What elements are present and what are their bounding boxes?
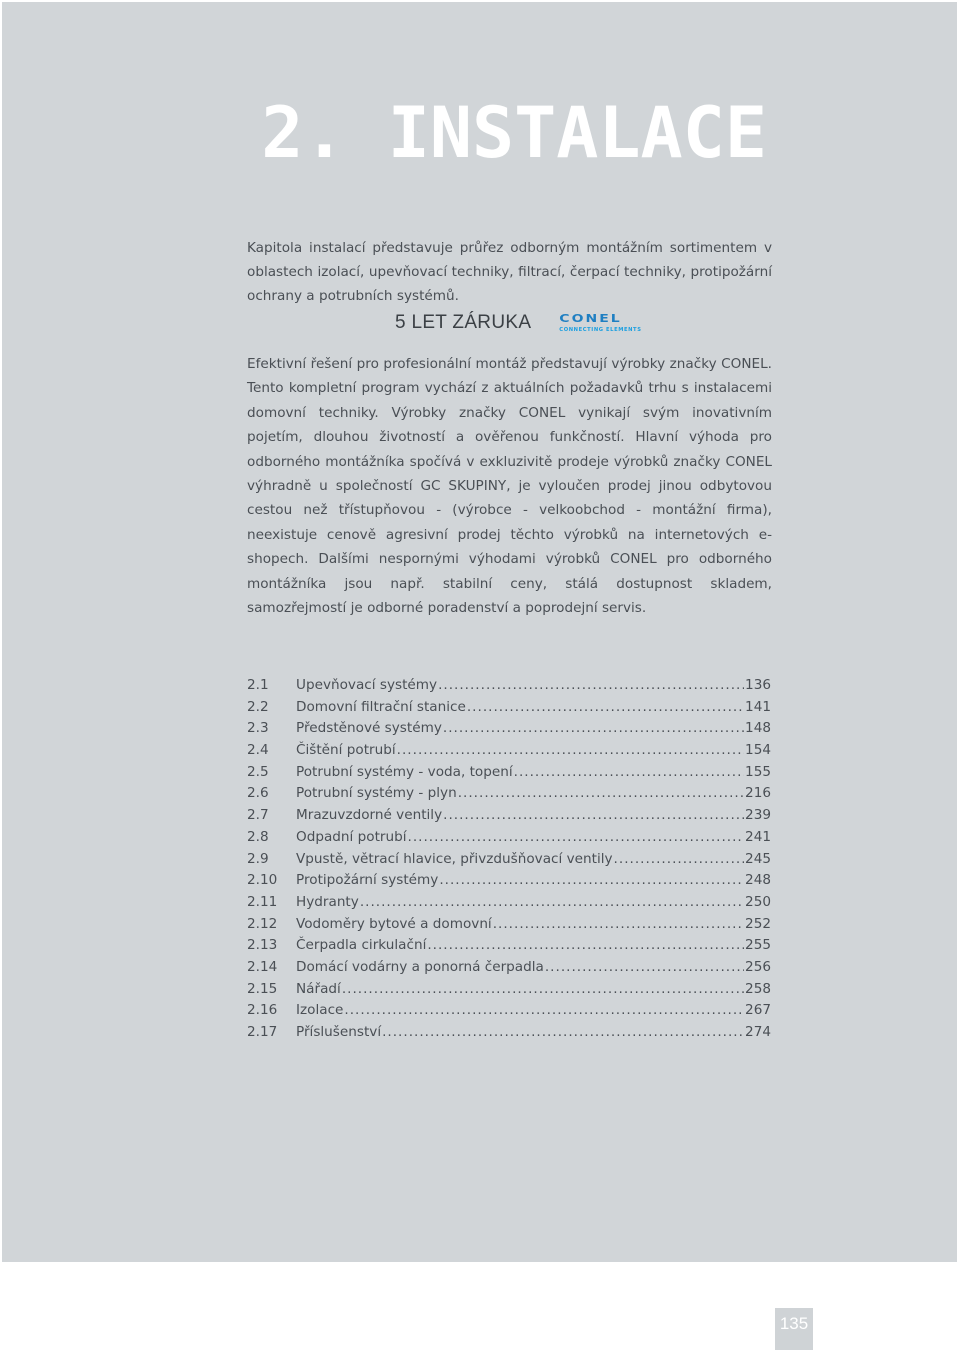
toc-leader	[545, 957, 744, 979]
toc-label: Čerpadla cirkulační	[296, 937, 427, 954]
toc-entry[interactable]	[247, 1000, 771, 1022]
toc-entry[interactable]	[247, 935, 771, 957]
toc-entry[interactable]	[247, 979, 771, 1001]
toc-leader	[344, 1000, 744, 1022]
toc-leader	[397, 740, 744, 762]
toc-number: 2.9	[247, 850, 269, 867]
toc-label: Izolace	[296, 1002, 344, 1019]
toc-number: 2.14	[247, 958, 278, 975]
toc-entry[interactable]	[247, 849, 771, 871]
toc-number: 2.8	[247, 828, 269, 845]
toc-leader	[408, 827, 745, 849]
body-paragraph: Efektivní řešení pro profesionální montáž představují výrobky značky CONEL. Tento kompletní program vychází z aktuálních požadavků trhu s instalacemi domovní techniky. Výrobky značky CONEL vynikají svým inovativním pojetím, dlouhou životností a ověřenou funkčností. Hlavní výhoda pro odborného montážníka spočívá v exkluzivitě prodeje výrobků značky CONEL výhradně u společností GC SKUPINY, je vyloučen prodej jinou odbytovou cestou než třístupňovou - (výrobce - velkoobchod - montážní firma), neexistuje cenově agresivní prodej těchto výrobků na internetových e-shopech. Dalšími nespornými výhodami výrobků CONEL pro odborného montážníka jsou např. stabilní ceny, stálá dostupnost skladem, samozřejmostí je odborné poradenství a poprodejní servis.	[247, 356, 772, 617]
toc-entry[interactable]	[247, 870, 771, 892]
conel-logo	[559, 312, 641, 334]
toc-label: Mrazuvzdorné ventily	[296, 807, 443, 824]
toc-number: 2.1	[247, 677, 269, 693]
toc-page: 141	[745, 698, 771, 715]
toc-page: 136	[745, 677, 771, 693]
toc-page: 245	[745, 850, 771, 867]
toc-label: Vpustě, větrací hlavice, přivzdušňovací ventily	[296, 850, 613, 867]
toc-label: Vodoměry bytové a domovní	[296, 915, 492, 932]
toc-entry[interactable]	[247, 675, 771, 697]
toc-label: Odpadní potrubí	[296, 828, 407, 845]
toc-page: 216	[745, 785, 771, 802]
toc-leader	[443, 805, 744, 827]
toc-entry[interactable]	[247, 892, 771, 914]
toc-label: Nářadí	[296, 980, 341, 997]
toc-number: 2.4	[247, 742, 269, 759]
toc-page: 274	[745, 1024, 771, 1040]
toc-page: 241	[745, 828, 771, 845]
toc-label: Předstěnové systémy	[296, 720, 442, 737]
warranty-banner	[395, 308, 642, 338]
toc-label: Hydranty	[296, 893, 359, 910]
toc-page: 148	[745, 720, 771, 737]
toc-number: 2.11	[247, 893, 278, 910]
toc-page: 239	[745, 807, 771, 824]
toc-page: 258	[745, 980, 771, 997]
table-of-contents	[247, 675, 771, 1044]
logo-wordmark: CONEL	[559, 312, 622, 326]
toc-entry[interactable]	[247, 783, 771, 805]
toc-entry[interactable]	[247, 718, 771, 740]
toc-leader	[614, 849, 745, 871]
toc-label: Potrubní systémy - voda, topení	[296, 763, 513, 780]
toc-leader	[382, 1022, 744, 1044]
toc-number: 2.7	[247, 807, 269, 824]
toc-number: 2.12	[247, 915, 278, 932]
toc-entry[interactable]	[247, 762, 771, 784]
page-number: 135	[775, 1308, 813, 1350]
toc-leader	[427, 935, 744, 957]
toc-page: 154	[745, 742, 771, 759]
toc-leader	[443, 718, 744, 740]
toc-number: 2.3	[247, 720, 269, 737]
toc-entry[interactable]	[247, 740, 771, 762]
toc-label: Upevňovací systémy	[296, 677, 438, 693]
toc-entry[interactable]	[247, 805, 771, 827]
chapter-title: 2. INSTALACE	[261, 92, 767, 174]
intro-paragraph: Kapitola instalací představuje průřez odborným montážním sortimentem v oblastech izolací, upevňovací techniky, filtrací, čerpací techniky, protipožární ochrany a potrubních systémů.	[247, 240, 772, 304]
logo-tagline: CONNECTING ELEMENTS	[559, 327, 642, 333]
toc-number: 2.15	[247, 980, 278, 997]
toc-leader	[493, 914, 744, 936]
toc-number: 2.6	[247, 785, 269, 802]
toc-entry[interactable]	[247, 957, 771, 979]
toc-page: 155	[745, 763, 771, 780]
toc-number: 2.13	[247, 937, 278, 954]
toc-page: 252	[745, 915, 771, 932]
toc-label: Protipožární systémy	[296, 872, 439, 889]
toc-number: 2.10	[247, 872, 278, 889]
toc-leader	[514, 762, 744, 784]
toc-number: 2.16	[247, 1002, 278, 1019]
toc-number: 2.2	[247, 698, 269, 715]
toc-page: 255	[745, 937, 771, 954]
toc-page: 250	[745, 893, 771, 910]
toc-number: 2.5	[247, 763, 269, 780]
toc-label: Domovní filtrační stanice	[296, 698, 466, 715]
toc-leader	[342, 979, 744, 1001]
toc-page: 256	[745, 958, 771, 975]
toc-entry[interactable]	[247, 827, 771, 849]
toc-label: Příslušenství	[296, 1024, 382, 1040]
toc-entry[interactable]	[247, 697, 771, 719]
toc-leader	[467, 697, 744, 719]
chapter-panel	[2, 2, 957, 1262]
toc-label: Domácí vodárny a ponorná čerpadla	[296, 958, 544, 975]
toc-leader	[438, 675, 744, 697]
warranty-text: 5 LET ZÁRUKA	[395, 312, 532, 333]
toc-label: Čištění potrubí	[296, 742, 396, 759]
toc-page: 267	[745, 1002, 771, 1019]
toc-page: 248	[745, 872, 771, 889]
toc-label: Potrubní systémy - plyn	[296, 785, 457, 802]
toc-leader	[360, 892, 744, 914]
toc-leader	[439, 870, 744, 892]
toc-leader	[458, 783, 744, 805]
toc-number: 2.17	[247, 1024, 278, 1040]
toc-entry[interactable]	[247, 914, 771, 936]
toc-entry[interactable]	[247, 1022, 771, 1044]
